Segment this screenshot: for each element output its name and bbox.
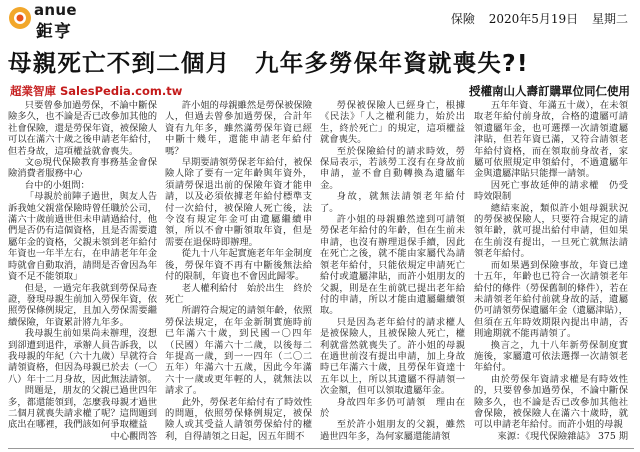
bottom-rule [8, 448, 634, 449]
paragraph: 至於許小姐朋友的父親，雖然過世四年多，為何家屬還能請領 [320, 419, 465, 442]
paragraph: 我母親生前如果尚未辦理，沒想到卻遭到退件，承辦人員告訴我，以我母親的年紀（六十九歲）早就符合請領資格，但因為母親已於去（一〇八）年十二月身故，因此無法請領。 [8, 328, 157, 385]
paragraph: 但是，一過完年我就到勞保局查證，發現母親生前加入勞保年資，依照勞保條例規定，且加入勞保需要繼續保險，年資累計將九年多。 [8, 282, 157, 328]
issue-info [441, 10, 628, 27]
paragraph: 所謂符合規定的請領年齡，依照勞保法規定，在年金新制實施時前已年滿六十歲，到民國一〇四年（民國）年滿六十二歲，以後每二年提高一歲，到一一四年（二〇二五年）年滿六十五歲，因此今年滿六十一歲或更年輕的人，就無法以請求了。 [165, 305, 312, 397]
paragraph: 身故，就無法請領老年給付了。 [320, 191, 465, 214]
article-column-4 [474, 100, 628, 442]
paragraph: 因死亡事故延伸的請求權 仍受時效限制 [474, 179, 628, 203]
byline-bar [10, 83, 630, 99]
article-body [8, 100, 634, 446]
logo[interactable] [8, 1, 92, 42]
brand-word: anue [34, 1, 77, 19]
paragraph: 換言之，九十八年新勞保制度實施後，家屬遺可依法選擇一次請領老年給付。 [474, 339, 628, 374]
paragraph: 文◎現代保險教育事務基金會保險消費者服務中心 [8, 157, 157, 180]
brand-cjk: 鉅亨 [36, 22, 72, 42]
paragraph: 身故四年多仍可請領 理由在於 [320, 396, 465, 419]
paragraph: 許小姐的母親雖然達到可請領勞保老年給付的年齡，但在生前未申請，也沒有辦理退保手續，因此在死亡之後，就不能由家屬代為請領老年給付，只能依規定申請死亡給付或遺屬津貼，而許小姐朋友的父親，則是在生前就已提出老年給付的申請，所以才能由遺屬繼續領取。 [320, 214, 465, 317]
issue-weekday: 星期二 [591, 12, 628, 26]
paragraph: 只是因為老年給付的請求權人是被保險人，且被保險人死亡，權利就當然就喪失了。許小姐的母親在過世前沒有提出申請，加上身故時已年滿六十歲，且勞保年資達十五年以上，所以其遺屬不得請領一次金額，但可以領取遺屬年金。 [320, 316, 465, 397]
paragraph: 勞保被保險人已經身亡，根據《民法》「人之權利能力，始於出生，終於死亡」的規定，這項權益就會喪失。 [320, 100, 465, 146]
paragraph: 至於保險給付的請求時效，勞保局表示，若該勞工沒有在身故前申請，並不會自動轉換為遺屬年金。 [320, 145, 465, 191]
article-headline: 母親死亡不到二個月 九年多勞保年資就喪失?! [8, 49, 529, 77]
paragraph: 許小姐的母親雖然是勞保被保險人，但過去曾參加過勞保，合計年資有九年多，雖然滿勞保年資已經中斷十幾年，還能申請老年給付嗎？ [165, 100, 312, 157]
paragraph: 只要曾參加過勞保，不論中斷保險多久，也不論是否已改參加其他的社會保險，還是勞保年資，被保險人可以在滿六十歲之後申請老年給付，但若身故，這項權益就會喪失。 [8, 100, 157, 157]
paragraph: 老人權利給付 始於出生 終於死亡 [165, 282, 312, 305]
paragraph: 「母親於前陣子過世，與友人告訴我她父親當保險時曾任職於公司，滿六十歲前過世但未申請過給付，他們是否仍有這個資格，且是否需要遺屬年金的資格，父親未領到老年給付年資也一年半左右，在申請老年年金時就會自動取消，請問是否會因為年資不足不能領取」 [8, 191, 157, 283]
issue-date: 2020年5月19日 [488, 12, 579, 26]
source-note: 來源：《現代保險雜誌》 375 期 [497, 430, 628, 442]
article-column-3 [320, 100, 465, 442]
paragraph: 而如果遇到保險事故，年資已達十五年，年齡也已符合一次請領老年給付的條件（勞保舊制的條件），若在未請領老年給付前就身故的話，遺屬仍可請領勞保遺屬年金（遺屬津貼），但須在五年時效期限內提出申請，否則逾期就不能再請領了。 [474, 259, 628, 340]
paragraph: 由於勞保年資請求權是有時效性的，只要曾參加過勞保，不論中斷保險多久，也不論是否已改參加其他社會保險，被保險人在滿六十歲時，就可以申請老年給付。而許小姐的母親 [474, 373, 628, 431]
article-column-2 [165, 100, 312, 442]
paragraph: 五年年資、年滿五十歲），在未領取老年給付前身故，合格的遺屬可請領遺屬年金，也可選擇一次請領遺屬津貼，但若年資已滿，又符合請領老年給付資格，而在領取前身故者，家屬可依照規定申領給付，不過遺屬年金與遺屬津貼只能擇一請領。 [474, 100, 628, 180]
paragraph: 從九十八年起實施老年年金制度後，勞保年資不再有中斷後無法給付的限制，年資也不會因此歸零。 [165, 248, 312, 283]
paragraph: 總結來說，類似許小姐母親狀況的勞保被保險人，只要符合規定的請領年齡，就可提出給付申請，但如果在生前沒有提出，一旦死亡就無法請領老年給付。 [474, 202, 628, 260]
column-signoff: 中心觀問答 [110, 430, 157, 442]
logo-mark-icon [8, 6, 32, 30]
source-slogan: 超業智庫 SalesPedia.com.tw [10, 84, 183, 98]
article-column-1 [8, 100, 157, 442]
paragraph: 此外，勞保老年給付有了時效性的問題，依照勞保條例規定，被保險人或其受益人請領勞保給付的權利，自得請領之日起，因五年間不 [165, 396, 312, 442]
license-credit: 授權南山人壽訂購單位同仁使用 [469, 84, 630, 98]
section-name: 保險 [450, 12, 475, 26]
paragraph: 台中的小姐問： [24, 179, 90, 191]
paragraph: 問題是，朋友的父親已過世四年多，都還能領到，怎麼我母親才過世二個月就喪失請求權了呢？這問題到底出在哪裡，我們該如何爭取權益 [8, 385, 157, 431]
paragraph: 早期要請領勞保老年給付，被保險人除了要有一定年齡與年資外，須請勞保退出前的保險年資才能申請，以及必須依據老年給付標準支付一次給付，被保險人死亡後，法令沒有規定年金可由遺屬繼續申領，所以不會中斷領取年資，但是需要在退保時即辦理。 [165, 157, 312, 248]
